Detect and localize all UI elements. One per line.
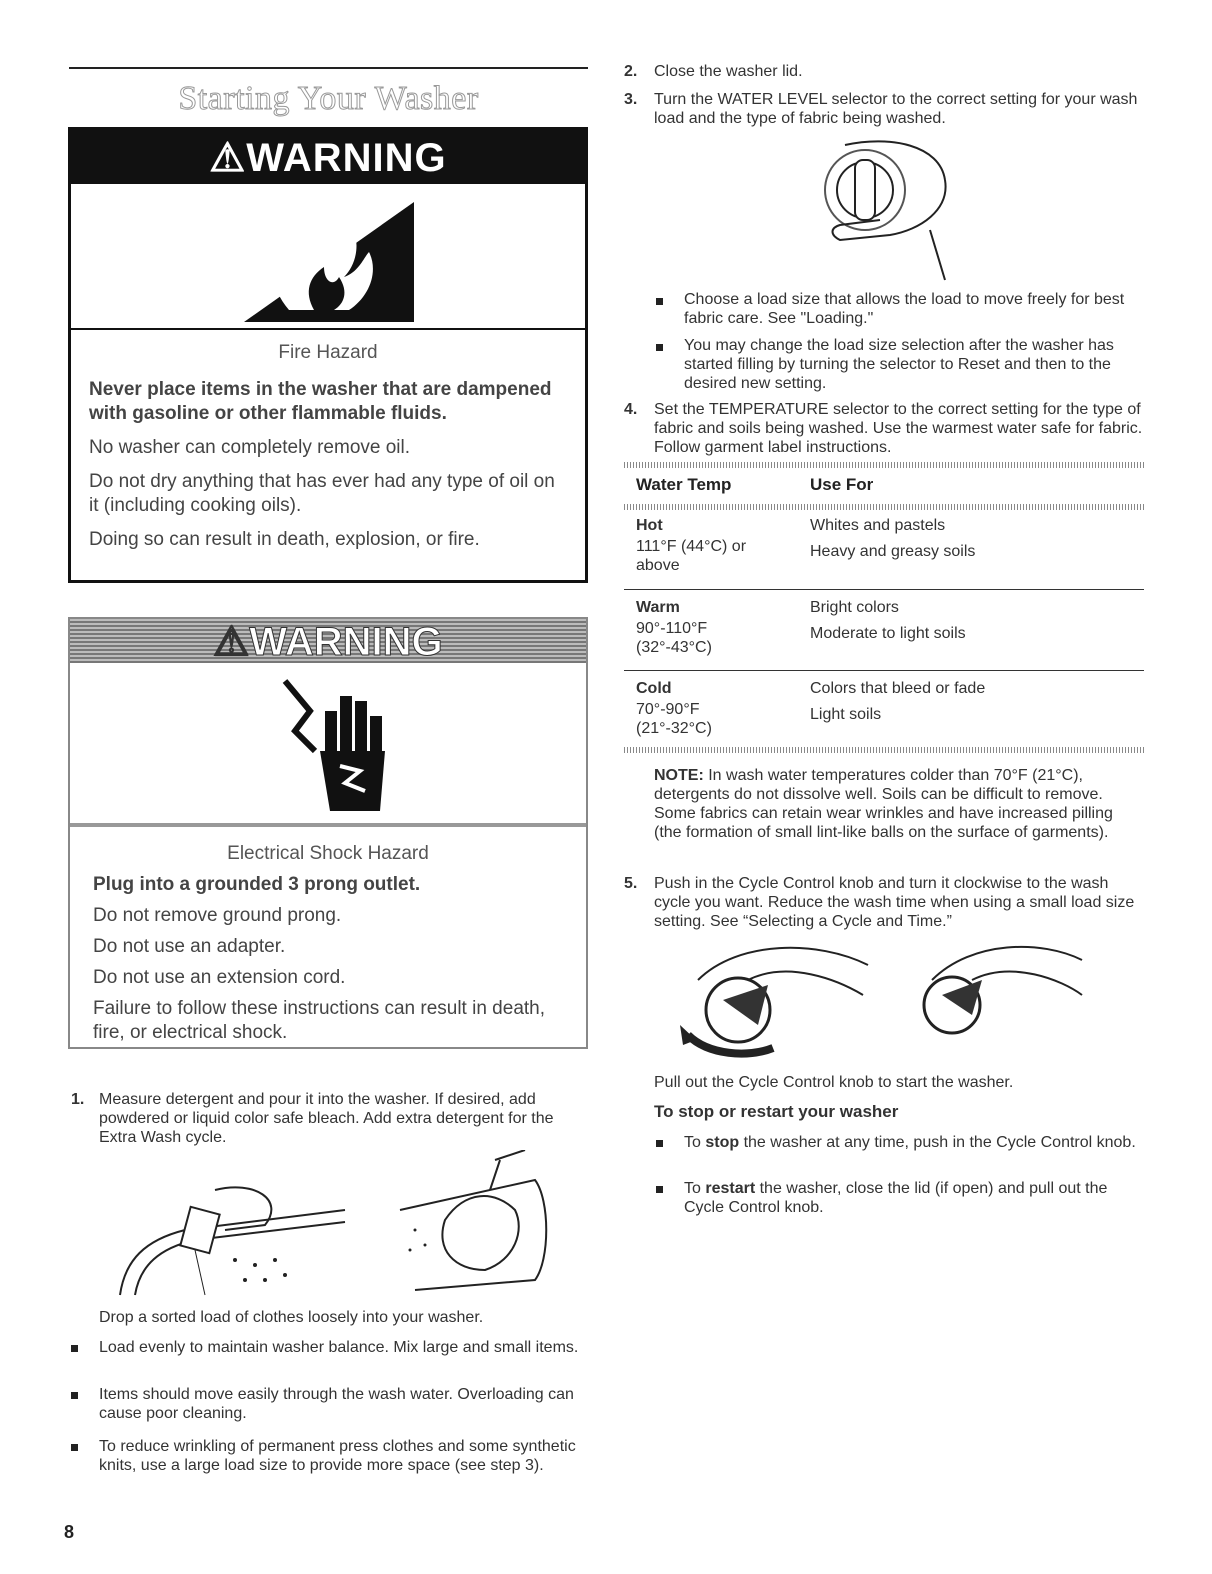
bullet-icon — [71, 1392, 78, 1399]
temp-hot-use-1: Whites and pastels — [810, 517, 946, 534]
temp-hot-range: 111°F (44°C) or above — [636, 538, 747, 574]
step-1-text: Measure detergent and pour it into the washer. If desired, add powdered or liquid color safe bleach. Add extra detergent for the Extra Wash cycle. — [99, 1091, 554, 1146]
bullet-icon — [71, 1345, 78, 1352]
restart-bullet-bold: restart — [705, 1180, 756, 1197]
step-2-number: 2. — [624, 63, 638, 80]
fire-warning-line-2: No washer can completely remove oil. — [89, 437, 411, 458]
step-3-number: 3. — [624, 91, 638, 108]
temp-cold-range: 70°-90°F (21°-32°C) — [636, 701, 712, 737]
page-title: Starting Your Washer — [178, 80, 479, 117]
bullet-icon — [656, 1140, 663, 1147]
load-clothes-illustration — [395, 1150, 555, 1295]
stop-bullet-post: the washer at any time, push in the Cycle Control knob. — [739, 1134, 1136, 1151]
stop-bullet-pre: To — [684, 1134, 706, 1151]
left-bullet-1: Load evenly to maintain washer balance. Mix large and small items. — [99, 1339, 579, 1356]
restart-bullet-post: the washer, close the lid (if open) and pull out the Cycle Control knob. — [684, 1180, 1108, 1216]
shock-warning-banner — [70, 619, 586, 663]
temp-hot-name: Hot — [636, 517, 663, 534]
table-bottom-rule — [624, 747, 1144, 753]
step-5-text: Push in the Cycle Control knob and turn it clockwise to the wash cycle you want. Reduce the wash time when using a small load size setting. See “Selecting a Cycle and Time.” — [654, 875, 1135, 930]
temp-warm-range: 90°-110°F (32°-43°C) — [636, 620, 712, 656]
page-number: 8 — [64, 1522, 75, 1542]
restart-bullet — [684, 1179, 1144, 1217]
warning-triangle-icon: ⚠ — [209, 136, 247, 180]
shock-warning-line-1: Plug into a grounded 3 prong outlet. — [93, 874, 421, 895]
temp-cold-name: Cold — [636, 680, 672, 697]
stop-bullet-bold: stop — [705, 1134, 740, 1151]
pour-detergent-illustration — [115, 1170, 355, 1300]
bullet-icon — [656, 344, 663, 351]
table-header-water-temp: Water Temp — [636, 475, 732, 494]
step-1-number: 1. — [71, 1091, 85, 1108]
temp-warm-use-2: Moderate to light soils — [810, 625, 966, 642]
step-3-bullet-1: Choose a load size that allows the load to move freely for best fabric care. See "Loading." — [684, 291, 1125, 327]
table-row-divider — [624, 670, 1144, 671]
step-4-number: 4. — [624, 401, 638, 418]
bullet-icon — [71, 1444, 78, 1451]
fire-warning-line-1: Never place items in the washer that are dampened with gasoline or other flammable fluids. — [89, 379, 552, 424]
shock-warning-line-5: Failure to follow these instructions can result in death, fire, or electrical shock. — [93, 998, 546, 1043]
electric-shock-hand-icon — [280, 671, 400, 821]
temp-cold-use-2: Light soils — [810, 706, 882, 723]
fire-hazard-icon — [229, 192, 429, 322]
fire-hazard-title: Fire Hazard — [278, 342, 378, 363]
left-bullet-3: To reduce wrinkling of permanent press clothes and some synthetic knits, use a large load size to provide more space (see step 3). — [99, 1438, 576, 1474]
step-5-number: 5. — [624, 875, 638, 892]
fire-warning-line-3: Do not dry anything that has ever had any type of oil on it (including cooking oils). — [89, 471, 555, 516]
table-header-rule — [624, 504, 1144, 510]
step-3-text: Turn the WATER LEVEL selector to the correct setting for your wash load and the type of fabric being washed. — [654, 91, 1138, 127]
stop-bullet — [684, 1133, 1144, 1152]
shock-icon-area — [70, 663, 586, 827]
table-row-divider — [624, 589, 1144, 590]
note-text: In wash water temperatures colder than 70°F (21°C), detergents do not dissolve well. Soils can be difficult to remove. Some fabrics can retain wear wrinkles and have increased pilling (the formation of small lint-like balls on the surface of garments). — [654, 767, 1113, 841]
water-level-knob-illustration — [810, 140, 960, 285]
pull-knob-illustration — [912, 940, 1092, 1040]
step-2-text: Close the washer lid. — [654, 63, 803, 80]
title-rule — [69, 67, 588, 69]
drop-clothes-text: Drop a sorted load of clothes loosely into your washer. — [99, 1309, 484, 1326]
note-label: NOTE: — [654, 767, 704, 784]
temp-cold-use-1: Colors that bleed or fade — [810, 680, 986, 697]
note-paragraph — [654, 766, 1144, 842]
fire-icon-area — [71, 184, 585, 330]
table-top-rule — [624, 462, 1144, 468]
warning-label: WARNING — [246, 136, 447, 180]
warning-triangle-icon: ⚠ — [213, 620, 250, 664]
left-bullet-2: Items should move easily through the wash water. Overloading can cause poor cleaning. — [99, 1386, 574, 1422]
temp-hot-use-2: Heavy and greasy soils — [810, 543, 976, 560]
fire-warning-box — [68, 127, 588, 583]
warning-label: WARNING — [249, 620, 443, 664]
bullet-icon — [656, 298, 663, 305]
table-header-use-for: Use For — [810, 475, 874, 494]
fire-warning-line-4: Doing so can result in death, explosion, or fire. — [89, 529, 480, 550]
shock-warning-line-2: Do not remove ground prong. — [93, 905, 342, 926]
shock-warning-line-3: Do not use an adapter. — [93, 936, 286, 957]
shock-warning-line-4: Do not use an extension cord. — [93, 967, 346, 988]
shock-warning-box — [68, 617, 588, 1049]
stop-restart-heading: To stop or restart your washer — [654, 1102, 899, 1121]
step-3-bullet-2: You may change the load size selection after the washer has started filling by turning the selector to Reset and then to the desired new setting. — [684, 337, 1114, 392]
bullet-icon — [656, 1186, 663, 1193]
pull-knob-text: Pull out the Cycle Control knob to start the washer. — [654, 1074, 1014, 1091]
shock-hazard-title: Electrical Shock Hazard — [227, 843, 429, 864]
restart-bullet-pre: To — [684, 1180, 706, 1197]
push-turn-knob-illustration — [678, 940, 878, 1060]
step-4-text: Set the TEMPERATURE selector to the correct setting for the type of fabric and soils being washed. Use the warmest water safe for fabric. Follow garment label instructions. — [654, 401, 1143, 456]
fire-warning-banner — [71, 130, 585, 184]
temp-warm-use-1: Bright colors — [810, 599, 899, 616]
temp-warm-name: Warm — [636, 599, 680, 616]
